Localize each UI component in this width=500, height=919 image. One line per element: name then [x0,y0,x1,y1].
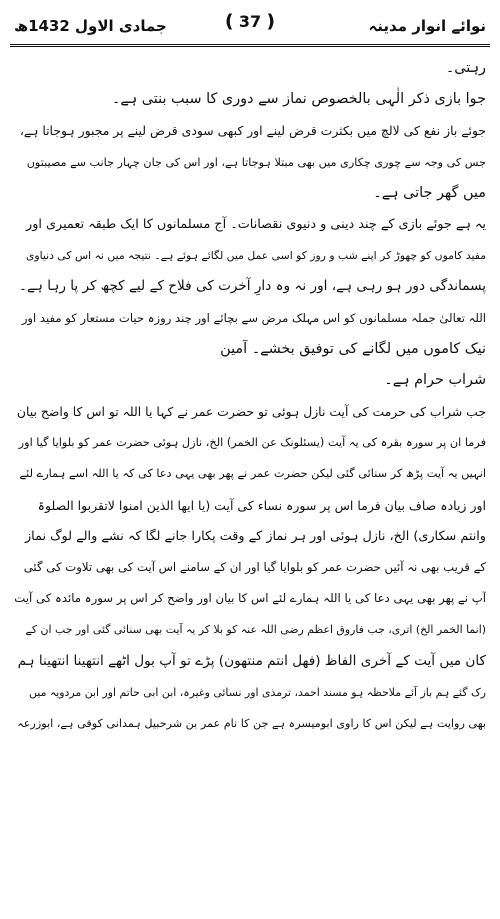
text-line: پسماندگی دور ہو رہی ہے، اور نہ وہ دارِ آخرت کی فلاح کے لیے کچھ کر پا رہا ہے۔ [19,278,486,295]
text-line: (انما الخمر الخ) اتری، جب فاروق اعظم رضی اللہ عنہ کو بلا کر یہ آیت بھی سنائی گئی اور جب ان کے [25,623,486,637]
text-line: اور زیادہ صاف بیان فرما اس پر سورہ نساء کی آیت (یا ایھا الذین امنوا لاتقربوا الصلوۃ [37,497,486,513]
right-ornament-icon: ❫ [263,10,279,32]
text-line: نیک کاموں میں لگانے کی توفیق بخشے۔ آمین [220,340,486,357]
text-line: جوئے باز نفع کی لالچ میں بکثرت قرض لینے اور کبھی سودی قرض لینے پر مجبور ہوجاتا ہے، [19,123,486,139]
text-line: مفید کاموں کو چھوڑ کر اپنے شب و روز کو اسی عمل میں لگائے ہوئے ہے۔ نتیجہ میں نہ اس کی دنیاوی [25,249,486,263]
text-line: اللہ تعالیٰ جملہ مسلمانوں کو اس مہلک مرض سے بچائے اور چند روزہ حیات مستعار کو مفید اور [21,310,486,325]
page-number-ornament [222,12,278,31]
text-line: رہتی۔ [445,60,486,76]
text-line: کان میں آیت کے آخری الفاظ (فھل انتم منتھون) پڑے تو آپ بول اٹھے انتھینا انتھینا ہم [17,652,486,669]
text-line: یہ ہے جوئے بازی کے چند دینی و دنیوی نقصانات۔ آج مسلمانوں کا ایک طبقہ تعمیری اور [26,216,486,232]
article-body [10,47,490,739]
text-line: وانتم سکاری) الخ، نازل ہوئی اور ہر نماز کے وقت پکارا جانے لگا کہ نشے والے لوگ نماز [25,528,486,544]
text-line: بھی روایت ہے لیکن اس کا راوی ابومیسرہ ہے جن کا نام عمر بن شرحبیل ہمدانی کوفی ہے، ابوزرعہ [17,716,486,730]
text-line: جب شراب کی حرمت کی آیت نازل ہوئی تو حضرت عمر نے کہا یا اللہ تو اس کا واضح بیان [16,404,486,420]
section-heading: شراب حرام ہے۔ [384,371,486,388]
text-line: جوا بازی ذکر الٰہی بالخصوص نماز سے دوری کا سبب بنتی ہے۔ [111,91,486,108]
text-line: رک گئے ہم باز آئے ملاحظہ ہو مسند احمد، ترمذی اور نسائی وغیرہ، ابن ابی حاتم اور ابن مردویہ میں [29,685,486,699]
text-line: آپ نے پھر بھی یہی دعا کی یا اللہ ہمارے لئے اس کا بیان اور واضح کر اس پر سورہ مائدہ کی آیت [14,591,486,606]
text-line: فرما ان پر سورہ بقرہ کی یہ آیت (یسئلونک عن الخمر) الخ، نازل ہوئی حضرت عمر کو بلوایا گیا اور [18,436,486,450]
text-line: کے قریب بھی نہ آئیں حضرت عمر کو بلوایا گیا اور ان کے سامنے اس آیت کی بھی تلاوت کی گئی [23,560,486,574]
header-magazine-title: نوائے انوار مدینہ [368,17,486,35]
page-number: 37 [238,12,262,31]
header-date: جمادی الاول 1432ھ [14,17,167,35]
left-ornament-icon: ❪ [221,10,237,32]
text-line: جس کی وجہ سے چوری چکاری میں بھی مبتلا ہوجاتا ہے، اور اس کی جان چہار جانب سے مصیبتوں [26,155,486,169]
page-header [10,8,490,47]
text-line: انہیں یہ آیت پڑھ کر سنائی گئی لیکن حضرت عمر نے پھر بھی یہی دعا کی کہ یا اللہ اسے ہمارے لئے [19,467,486,481]
text-line: میں گھر جاتی ہے۔ [373,184,486,201]
